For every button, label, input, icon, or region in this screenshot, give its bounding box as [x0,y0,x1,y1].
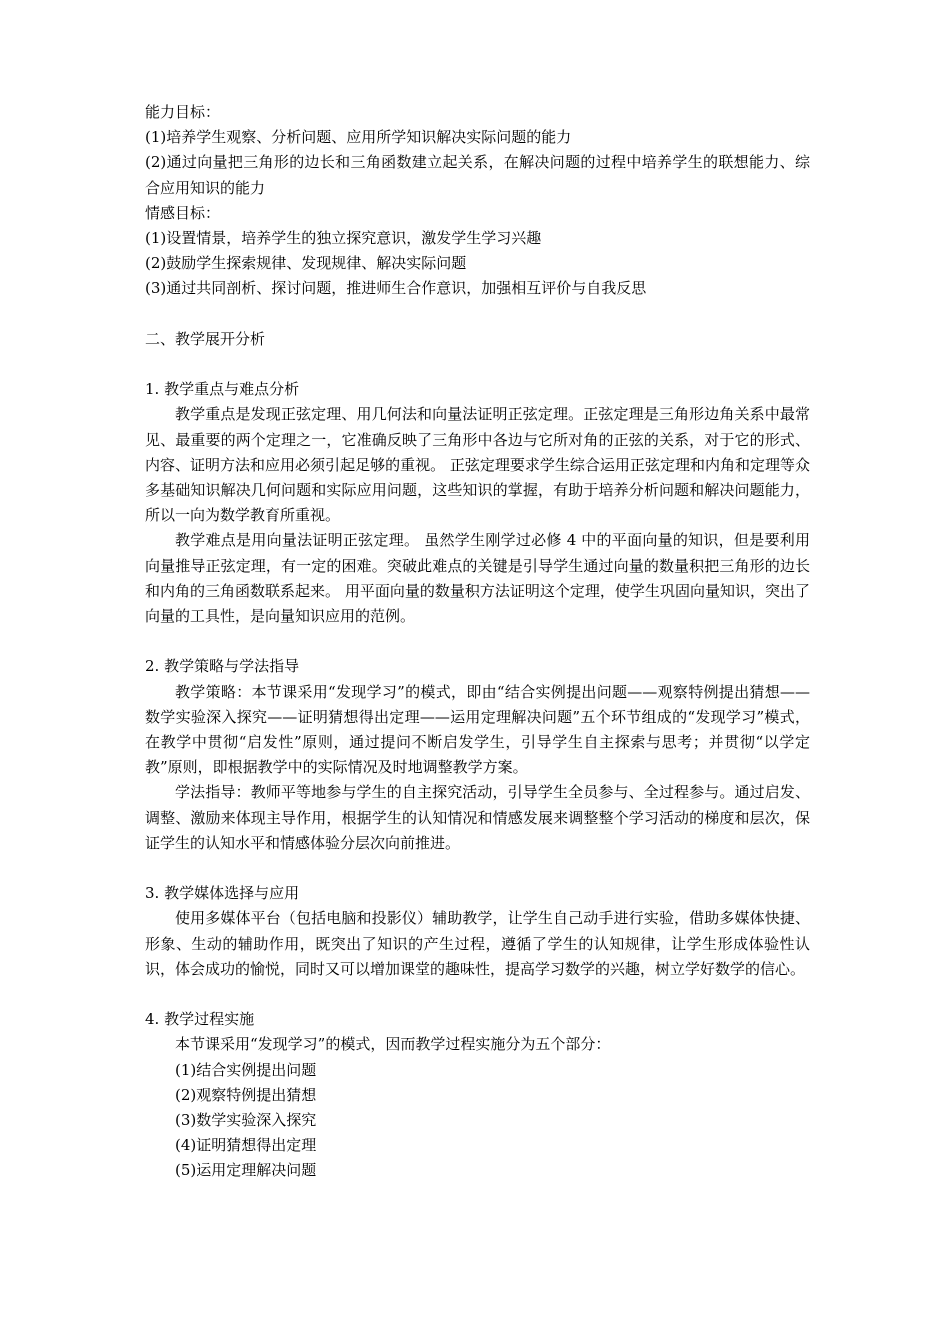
paragraph: 使用多媒体平台（包括电脑和投影仪）辅助教学，让学生自己动手进行实验，借助多媒体快捷、形象、生动的辅助作用，既突出了知识的产生过程，遵循了学生的认知规律，让学生形成体验性认识，体会成功的愉悦，同时又可以增加课堂的趣味性，提高学习数学的兴趣，树立学好数学的信心。 [145,909,810,978]
ability-goals-heading: 能力目标： [145,103,221,121]
emotion-goal-item: (3)通过共同剖析、探讨问题，推进师生合作意识，加强相互评价与自我反思 [145,279,647,298]
paragraph: 教学难点是用向量法证明正弦定理。 虽然学生刚学过必修 4 中的平面向量的知识，但是要利用向量推导正弦定理，有一定的困难。突破此难点的关键是引导学生通过向量的数量积把三角形的边长和内角的三角函数联系起来。 用平面向量的数量积方法证明这个定理，使学生巩固向量知识，突出了向量的工具性，是向量知识应用的范例。 [145,531,810,626]
paragraph: 学法指导：教师平等地参与学生的自主探究活动，引导学生全员参与、全过程参与。通过启发、调整、激励来体现主导作用，根据学生的认知情况和情感发展来调整整个学习活动的梯度和层次，保证学生的认知水平和情感体验分层次向前推进。 [145,783,810,852]
subsection-title: 4. 教学过程实施 [145,1010,255,1029]
emotion-goal-item: (2)鼓励学生探索规律、发现规律、解决实际问题 [145,254,467,273]
emotion-goal-item: (1)设置情景，培养学生的独立探究意识，激发学生学习兴趣 [145,229,542,248]
subsection-title: 2. 教学策略与学法指导 [145,657,300,676]
paragraph: 本节课采用“发现学习”的模式，因而教学过程实施分为五个部分： [175,1035,611,1054]
paragraph: 教学策略：本节课采用“发现学习”的模式，即由“结合实例提出问题——观察特例提出猜想——数学实验深入探究——证明猜想得出定理——运用定理解决问题”五个环节组成的“发现学习”模式，在教学中贯彻“启发性”原则，通过提问不断启发学生，引导学生自主探索与思考；并贯彻“以学定教”原则，即根据教学中的实际情况及时地调整教学方案。 [145,682,810,777]
spacer [145,352,810,377]
process-item: (5)运用定理解决问题 [175,1161,317,1180]
section-title: 二、教学展开分析 [145,329,266,348]
paragraph: 教学重点是发现正弦定理、用几何法和向量法证明正弦定理。正弦定理是三角形边角关系中最常见、最重要的两个定理之一，它准确反映了三角形中各边与它所对角的正弦的关系，对于它的形式、内容、证明方法和应用必须引起足够的重视。 正弦定理要求学生综合运用正弦定理和内角和定理等众多基础知识解决几何问题和实际应用问题，这些知识的掌握，有助于培养分析问题和解决问题能力，所以一向为数学教育所重视。 [145,405,810,525]
emotion-goals-heading: 情感目标： [145,203,221,222]
process-item: (2)观察特例提出猜想 [175,1085,317,1104]
spacer [145,856,810,881]
process-item: (3)数学实验深入探究 [175,1111,317,1130]
spacer [145,982,810,1007]
process-item: (4)证明猜想得出定理 [175,1136,317,1155]
subsection-title: 1. 教学重点与难点分析 [145,380,300,399]
spacer [145,302,810,327]
ability-goal-item: (2)通过向量把三角形的边长和三角函数建立起关系，在解决问题的过程中培养学生的联想能力、综合应用知识的能力 [145,153,810,197]
process-item: (1)结合实例提出问题 [175,1060,317,1079]
spacer [145,629,810,654]
subsection-title: 3. 教学媒体选择与应用 [145,884,300,903]
document-page [145,100,810,1184]
ability-goal-item: (1)培养学生观察、分析问题、应用所学知识解决实际问题的能力 [145,128,572,147]
